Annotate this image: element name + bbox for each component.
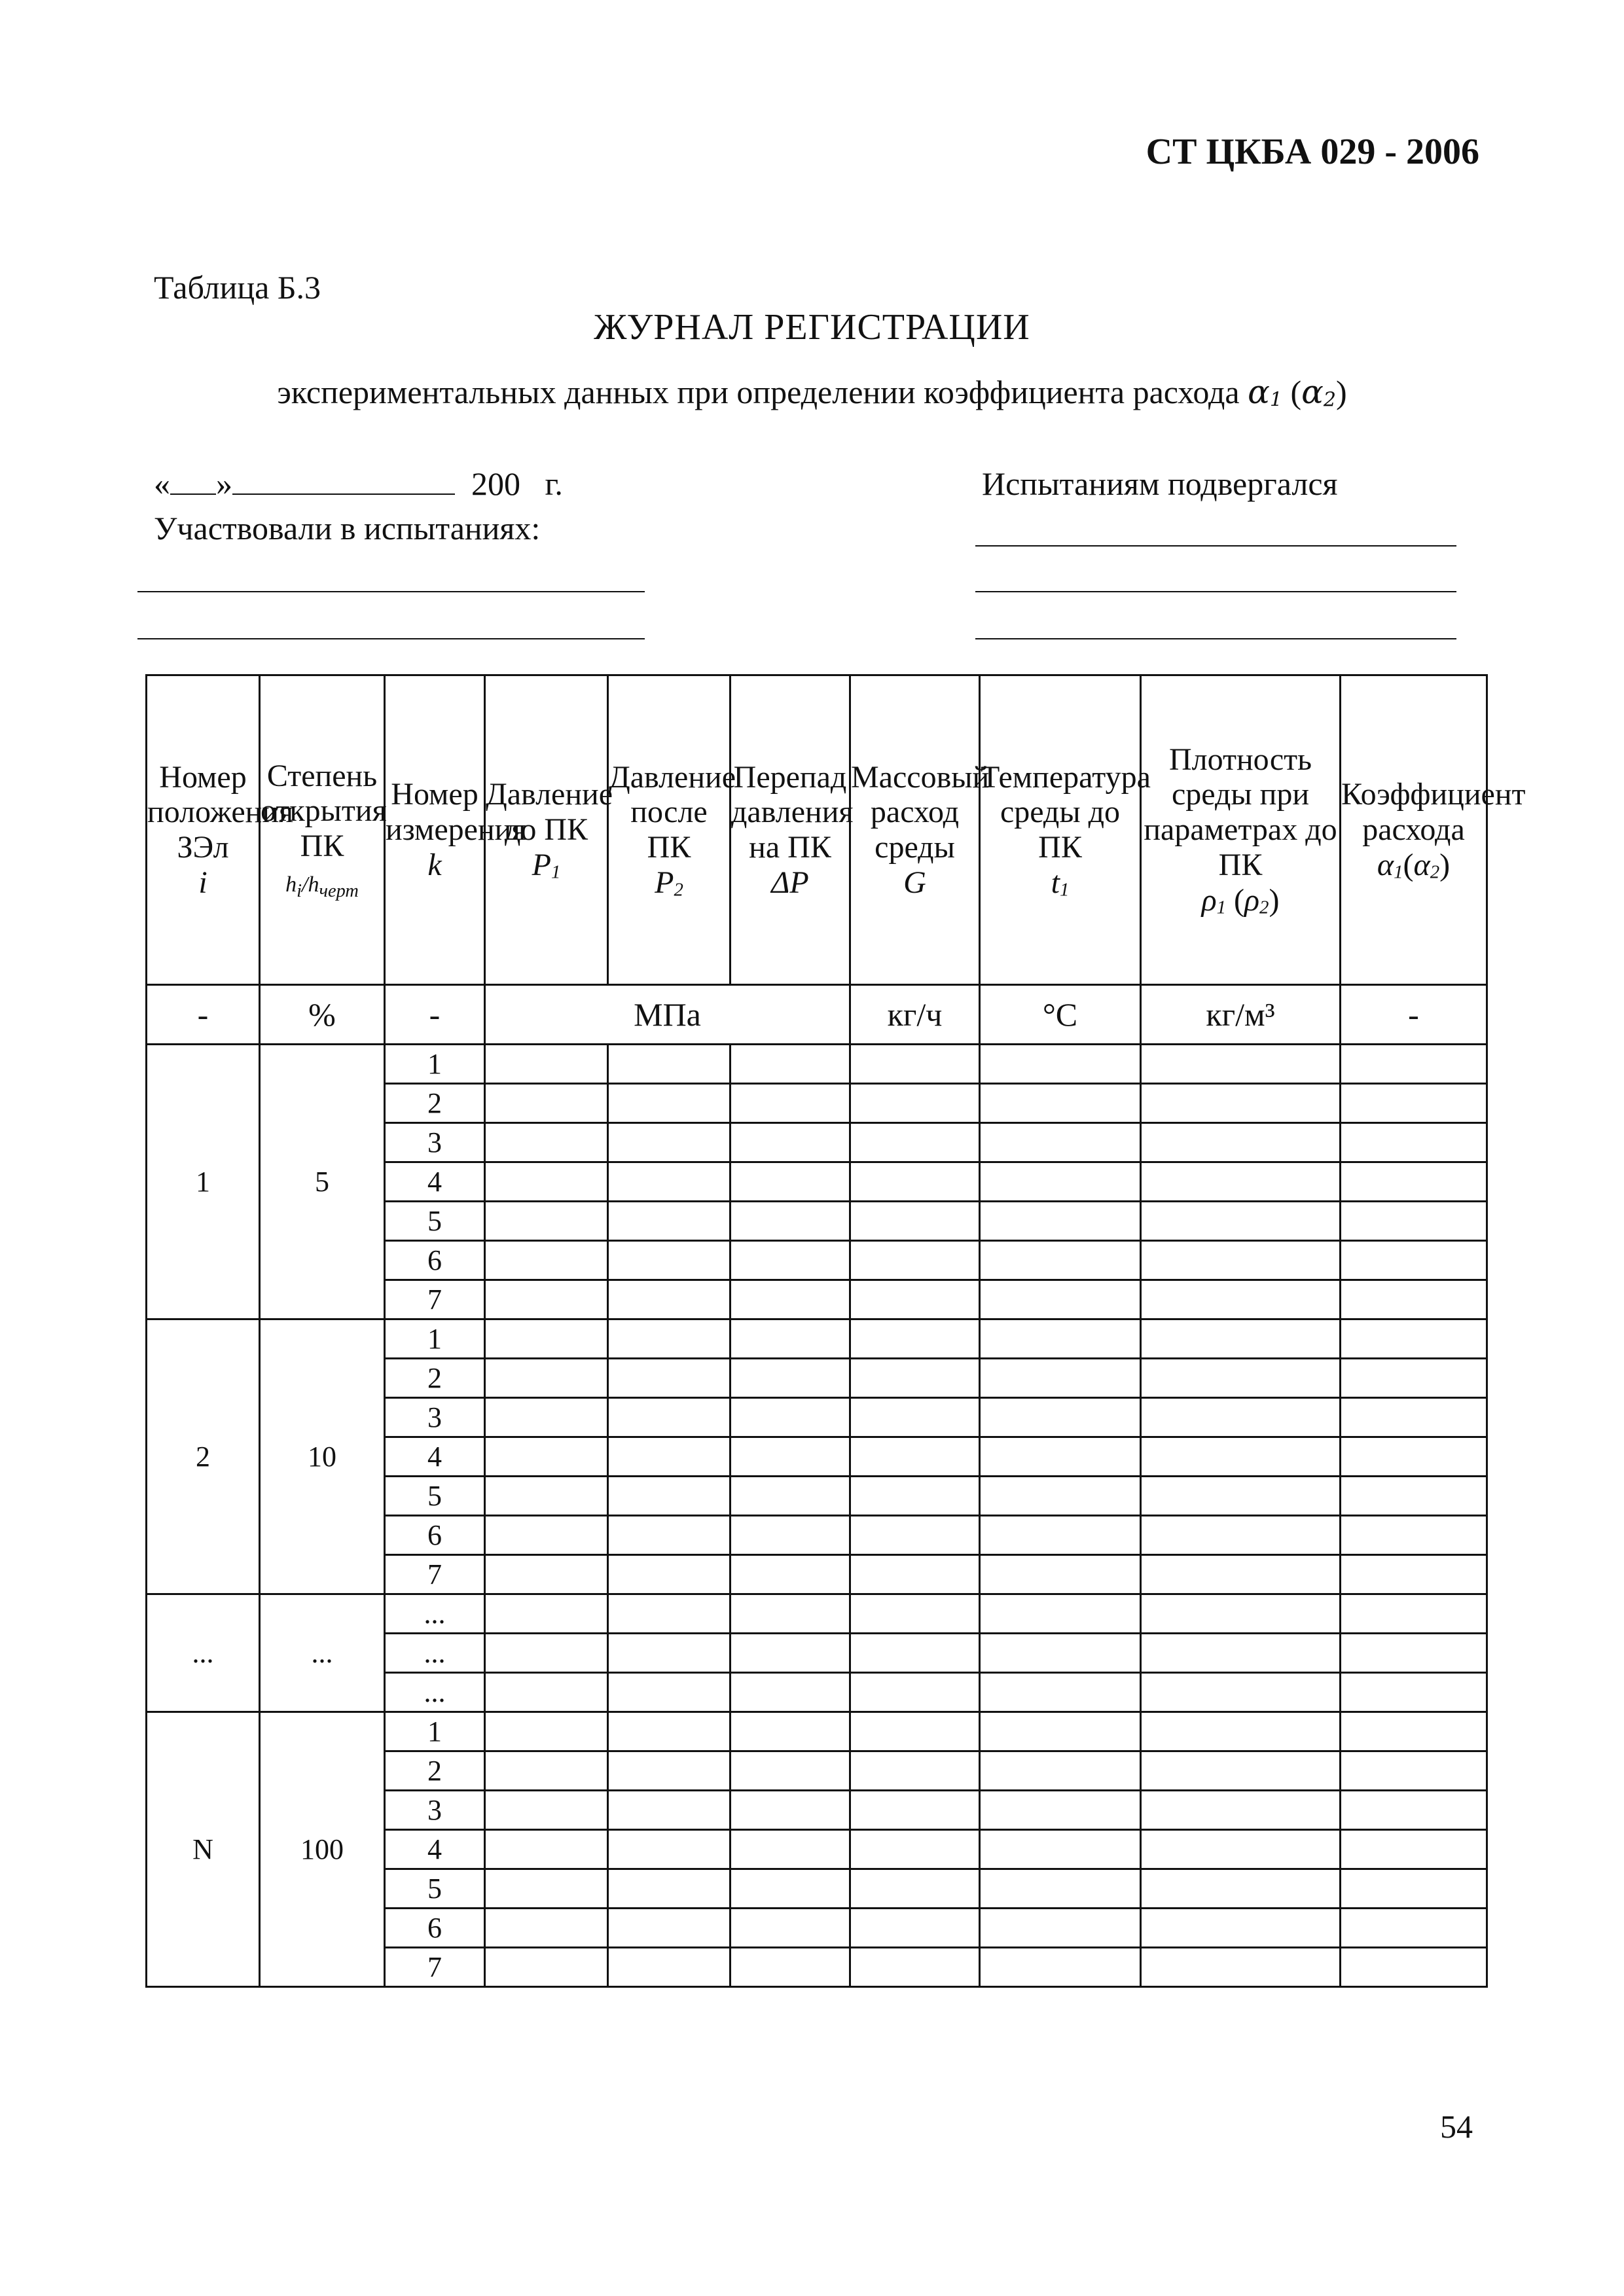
entry-cell[interactable] [731, 1516, 850, 1555]
entry-cell[interactable] [485, 1398, 608, 1437]
col-position-header: Номер положения ЗЭл i [147, 675, 260, 985]
entry-cell[interactable] [731, 1712, 850, 1751]
measurement-number-cell: 6 [385, 1241, 485, 1280]
entry-cell[interactable] [485, 1869, 608, 1909]
col-flow-header: Массовый расход среды G [850, 675, 980, 985]
entry-cell[interactable] [485, 1555, 608, 1594]
position-cell: ... [147, 1594, 260, 1712]
entry-cell[interactable] [980, 1791, 1141, 1830]
position-cell: 2 [147, 1319, 260, 1594]
unit-coef: - [1341, 985, 1487, 1045]
entry-cell[interactable] [1341, 1280, 1487, 1319]
entry-cell[interactable] [1141, 1594, 1341, 1634]
measurement-number-cell: ... [385, 1673, 485, 1712]
entry-cell[interactable] [1141, 1791, 1341, 1830]
entry-cell[interactable] [1341, 1319, 1487, 1359]
entry-cell[interactable] [1341, 1909, 1487, 1948]
entry-cell[interactable] [485, 1516, 608, 1555]
entry-cell[interactable] [1141, 1909, 1341, 1948]
entry-cell[interactable] [1341, 1437, 1487, 1477]
entry-cell[interactable] [608, 1359, 731, 1398]
entry-cell[interactable] [1141, 1516, 1341, 1555]
page-number: 54 [1440, 2108, 1473, 2145]
entry-cell[interactable] [850, 1830, 980, 1869]
opening-cell: 10 [260, 1319, 385, 1594]
entry-cell[interactable] [980, 1516, 1141, 1555]
entry-cell[interactable] [1341, 1869, 1487, 1909]
year-prefix: 200 [471, 465, 520, 502]
entry-cell[interactable] [608, 1202, 731, 1241]
entry-cell[interactable] [850, 1241, 980, 1280]
measurement-number-cell: 1 [385, 1319, 485, 1359]
entry-cell[interactable] [731, 1830, 850, 1869]
entry-cell[interactable] [1141, 1241, 1341, 1280]
measurement-number-cell: 4 [385, 1162, 485, 1202]
entry-cell[interactable] [731, 1948, 850, 1987]
subtitle-text: экспериментальных данных при определении коэффициента расхода [277, 374, 1240, 410]
units-row [147, 985, 1487, 1045]
entry-cell[interactable] [608, 1045, 731, 1084]
position-cell: N [147, 1712, 260, 1987]
tested-line-3[interactable] [975, 638, 1456, 639]
data-body [147, 1045, 1487, 1987]
entry-cell[interactable] [1341, 1359, 1487, 1398]
entry-cell[interactable] [1141, 1673, 1341, 1712]
entry-cell[interactable] [1141, 1830, 1341, 1869]
measurement-number-cell: 7 [385, 1948, 485, 1987]
entry-cell[interactable] [980, 1830, 1141, 1869]
entry-cell[interactable] [1141, 1123, 1341, 1162]
entry-cell[interactable] [1141, 1751, 1341, 1791]
unit-temp: °С [980, 985, 1141, 1045]
entry-cell[interactable] [1141, 1555, 1341, 1594]
entry-cell[interactable] [1141, 1869, 1341, 1909]
entry-cell[interactable] [731, 1751, 850, 1791]
measurement-number-cell: 6 [385, 1909, 485, 1948]
unit-pressure: МПа [485, 985, 850, 1045]
entry-cell[interactable] [485, 1791, 608, 1830]
measurement-number-cell: 5 [385, 1477, 485, 1516]
entry-cell[interactable] [485, 1280, 608, 1319]
entry-cell[interactable] [850, 1319, 980, 1359]
col-density-header: Плотность среды при параметрах до ПК $\rho_1$ $(\rho_2)$ [1141, 675, 1341, 985]
entry-cell[interactable] [731, 1280, 850, 1319]
entry-cell[interactable] [731, 1084, 850, 1123]
entry-cell[interactable] [1341, 1516, 1487, 1555]
participant-line-2[interactable] [137, 638, 645, 639]
entry-cell[interactable] [1141, 1359, 1341, 1398]
entry-cell[interactable] [608, 1909, 731, 1948]
entry-cell[interactable] [850, 1516, 980, 1555]
entry-cell[interactable] [608, 1084, 731, 1123]
entry-cell[interactable] [608, 1830, 731, 1869]
entry-cell[interactable] [980, 1319, 1141, 1359]
entry-cell[interactable] [485, 1594, 608, 1634]
entry-cell[interactable] [731, 1319, 850, 1359]
entry-cell[interactable] [485, 1673, 608, 1712]
entry-cell[interactable] [1141, 1948, 1341, 1987]
entry-cell[interactable] [1341, 1673, 1487, 1712]
entry-cell[interactable] [850, 1437, 980, 1477]
entry-cell[interactable] [1341, 1555, 1487, 1594]
entry-cell[interactable] [850, 1280, 980, 1319]
entry-cell[interactable] [608, 1555, 731, 1594]
entry-cell[interactable] [1141, 1477, 1341, 1516]
entry-cell[interactable] [485, 1830, 608, 1869]
entry-cell[interactable] [608, 1437, 731, 1477]
table-row [147, 1319, 1487, 1359]
measurement-number-cell: 7 [385, 1280, 485, 1319]
entry-cell[interactable] [980, 1477, 1141, 1516]
entry-cell[interactable] [608, 1791, 731, 1830]
col-dp-header: Перепад давления на ПК ΔP [731, 675, 850, 985]
entry-cell[interactable] [485, 1123, 608, 1162]
entry-cell[interactable] [485, 1162, 608, 1202]
entry-cell[interactable] [1141, 1319, 1341, 1359]
entry-cell[interactable] [731, 1673, 850, 1712]
entry-cell[interactable] [608, 1123, 731, 1162]
entry-cell[interactable] [1141, 1712, 1341, 1751]
journal-subtitle: экспериментальных данных при определении коэффициента расхода $\alpha_1$ $(\alpha_2)$ [277, 373, 1347, 412]
entry-cell[interactable] [1341, 1162, 1487, 1202]
entry-cell[interactable] [608, 1712, 731, 1751]
entry-cell[interactable] [850, 1084, 980, 1123]
entry-cell[interactable] [1341, 1084, 1487, 1123]
entry-cell[interactable] [731, 1477, 850, 1516]
entry-cell[interactable] [485, 1241, 608, 1280]
entry-cell[interactable] [608, 1869, 731, 1909]
entry-cell[interactable] [1341, 1712, 1487, 1751]
entry-cell[interactable] [1141, 1084, 1341, 1123]
entry-cell[interactable] [608, 1516, 731, 1555]
year-suffix: г. [545, 465, 563, 502]
entry-cell[interactable] [850, 1909, 980, 1948]
subtitle-alpha1: $\alpha_1$ [1248, 373, 1282, 412]
entry-cell[interactable] [1141, 1398, 1341, 1437]
entry-cell[interactable] [731, 1594, 850, 1634]
entry-cell[interactable] [980, 1162, 1141, 1202]
col-coef-header: Коэффициент расхода $\alpha_1(\alpha_2)$ [1341, 675, 1487, 985]
unit-density: кг/м³ [1141, 985, 1341, 1045]
entry-cell[interactable] [608, 1319, 731, 1359]
entry-cell[interactable] [850, 1634, 980, 1673]
entry-cell[interactable] [485, 1712, 608, 1751]
entry-cell[interactable] [731, 1869, 850, 1909]
registration-table [145, 674, 1526, 1988]
entry-cell[interactable] [608, 1280, 731, 1319]
entry-cell[interactable] [850, 1123, 980, 1162]
entry-cell[interactable] [485, 1948, 608, 1987]
entry-cell[interactable] [980, 1751, 1141, 1791]
entry-cell[interactable] [980, 1123, 1141, 1162]
entry-cell[interactable] [608, 1673, 731, 1712]
col-p1-header: Давление до ПК $P_1$ [485, 675, 608, 985]
tested-line-1[interactable] [975, 545, 1456, 547]
entry-cell[interactable] [1341, 1202, 1487, 1241]
entry-cell[interactable] [850, 1162, 980, 1202]
opening-cell: ... [260, 1594, 385, 1712]
entry-cell[interactable] [1341, 1594, 1487, 1634]
position-cell: 1 [147, 1045, 260, 1319]
entry-cell[interactable] [1141, 1045, 1341, 1084]
entry-cell[interactable] [1141, 1202, 1341, 1241]
participant-line-1[interactable] [137, 591, 645, 592]
close-quote: » [216, 465, 232, 502]
entry-cell[interactable] [731, 1162, 850, 1202]
entry-cell[interactable] [608, 1162, 731, 1202]
unit-flow: кг/ч [850, 985, 980, 1045]
entry-cell[interactable] [731, 1437, 850, 1477]
measurement-number-cell: 2 [385, 1359, 485, 1398]
entry-cell[interactable] [1341, 1634, 1487, 1673]
entry-cell[interactable] [850, 1673, 980, 1712]
entry-cell[interactable] [731, 1791, 850, 1830]
entry-cell[interactable] [1141, 1162, 1341, 1202]
entry-cell[interactable] [1341, 1830, 1487, 1869]
entry-cell[interactable] [980, 1594, 1141, 1634]
entry-cell[interactable] [485, 1909, 608, 1948]
tested-label: Испытаниям подвергался [982, 465, 1338, 502]
unit-opening: % [260, 985, 385, 1045]
entry-cell[interactable] [850, 1359, 980, 1398]
entry-cell[interactable] [731, 1555, 850, 1594]
entry-cell[interactable] [1141, 1437, 1341, 1477]
measurement-number-cell: 2 [385, 1084, 485, 1123]
entry-cell[interactable] [608, 1477, 731, 1516]
measurement-number-cell: 1 [385, 1045, 485, 1084]
tested-line-2[interactable] [975, 591, 1456, 592]
entry-cell[interactable] [980, 1280, 1141, 1319]
entry-cell[interactable] [485, 1751, 608, 1791]
entry-cell[interactable] [731, 1398, 850, 1437]
opening-cell: 100 [260, 1712, 385, 1987]
entry-cell[interactable] [850, 1948, 980, 1987]
entry-cell[interactable] [608, 1594, 731, 1634]
entry-cell[interactable] [980, 1909, 1141, 1948]
table-row [147, 1594, 1487, 1634]
measurement-number-cell: 3 [385, 1123, 485, 1162]
entry-cell[interactable] [980, 1084, 1141, 1123]
entry-cell[interactable] [1141, 1634, 1341, 1673]
opening-cell: 5 [260, 1045, 385, 1319]
entry-cell[interactable] [731, 1909, 850, 1948]
entry-cell[interactable] [485, 1045, 608, 1084]
measurement-number-cell: 7 [385, 1555, 485, 1594]
measurement-number-cell: 6 [385, 1516, 485, 1555]
measurement-number-cell: ... [385, 1594, 485, 1634]
entry-cell[interactable] [1341, 1477, 1487, 1516]
table-label: Таблица Б.3 [154, 269, 321, 306]
entry-cell[interactable] [608, 1948, 731, 1987]
entry-cell[interactable] [980, 1202, 1141, 1241]
entry-cell[interactable] [485, 1319, 608, 1359]
entry-cell[interactable] [850, 1869, 980, 1909]
entry-cell[interactable] [485, 1084, 608, 1123]
col-p2-header: Давление после ПК $P_2$ [608, 675, 731, 985]
unit-measurement: - [385, 985, 485, 1045]
entry-cell[interactable] [1341, 1045, 1487, 1084]
entry-cell[interactable] [1341, 1751, 1487, 1791]
table-row [147, 1712, 1487, 1751]
entry-cell[interactable] [850, 1477, 980, 1516]
entry-cell[interactable] [608, 1751, 731, 1791]
entry-cell[interactable] [980, 1634, 1141, 1673]
entry-cell[interactable] [485, 1477, 608, 1516]
entry-cell[interactable] [980, 1948, 1141, 1987]
measurement-number-cell: 1 [385, 1712, 485, 1751]
entry-cell[interactable] [731, 1045, 850, 1084]
entry-cell[interactable] [731, 1123, 850, 1162]
entry-cell[interactable] [1141, 1280, 1341, 1319]
entry-cell[interactable] [485, 1634, 608, 1673]
entry-cell[interactable] [850, 1594, 980, 1634]
participants-label: Участвовали в испытаниях: [154, 510, 541, 547]
entry-cell[interactable] [485, 1202, 608, 1241]
measurement-number-cell: 2 [385, 1751, 485, 1791]
entry-cell[interactable] [980, 1045, 1141, 1084]
col-temp-header: Температура среды до ПК $t_1$ [980, 675, 1141, 985]
entry-cell[interactable] [850, 1751, 980, 1791]
entry-cell[interactable] [850, 1045, 980, 1084]
open-quote: « [154, 465, 170, 502]
table-row [147, 1045, 1487, 1084]
measurement-number-cell: 3 [385, 1791, 485, 1830]
col-opening-header: Степень открытия ПК $h_i/h_{черт}$ [260, 675, 385, 985]
unit-position: - [147, 985, 260, 1045]
subtitle-alpha2: $\alpha_2$ [1301, 373, 1336, 412]
measurement-number-cell: ... [385, 1634, 485, 1673]
entry-cell[interactable] [731, 1634, 850, 1673]
entry-cell[interactable] [850, 1712, 980, 1751]
measurement-number-cell: 4 [385, 1437, 485, 1477]
header-row [147, 675, 1487, 985]
measurement-number-cell: 5 [385, 1869, 485, 1909]
entry-cell[interactable] [608, 1634, 731, 1673]
entry-cell[interactable] [608, 1241, 731, 1280]
measurement-number-cell: 3 [385, 1398, 485, 1437]
measurement-number-cell: 4 [385, 1830, 485, 1869]
entry-cell[interactable] [608, 1398, 731, 1437]
entry-cell[interactable] [980, 1398, 1141, 1437]
entry-cell[interactable] [980, 1359, 1141, 1398]
entry-cell[interactable] [1341, 1123, 1487, 1162]
entry-cell[interactable] [731, 1241, 850, 1280]
journal-title: ЖУРНАЛ РЕГИСТРАЦИИ [594, 307, 1030, 348]
entry-cell[interactable] [980, 1673, 1141, 1712]
col-measurement-header: Номер измерения k [385, 675, 485, 985]
day-blank[interactable] [170, 493, 216, 495]
measurement-number-cell: 5 [385, 1202, 485, 1241]
entry-cell[interactable] [850, 1791, 980, 1830]
entry-cell[interactable] [980, 1869, 1141, 1909]
entry-cell[interactable] [980, 1241, 1141, 1280]
entry-cell[interactable] [850, 1398, 980, 1437]
entry-cell[interactable] [1341, 1948, 1487, 1987]
entry-cell[interactable] [850, 1202, 980, 1241]
entry-cell[interactable] [980, 1712, 1141, 1751]
entry-cell[interactable] [1341, 1791, 1487, 1830]
entry-cell[interactable] [980, 1437, 1141, 1477]
date-line [154, 465, 563, 503]
entry-cell[interactable] [1341, 1241, 1487, 1280]
entry-cell[interactable] [980, 1555, 1141, 1594]
entry-cell[interactable] [485, 1359, 608, 1398]
entry-cell[interactable] [731, 1202, 850, 1241]
entry-cell[interactable] [485, 1437, 608, 1477]
month-blank[interactable] [232, 493, 455, 495]
entry-cell[interactable] [850, 1555, 980, 1594]
entry-cell[interactable] [731, 1359, 850, 1398]
entry-cell[interactable] [1341, 1398, 1487, 1437]
document-code: СТ ЦКБА 029 - 2006 [1146, 132, 1479, 172]
